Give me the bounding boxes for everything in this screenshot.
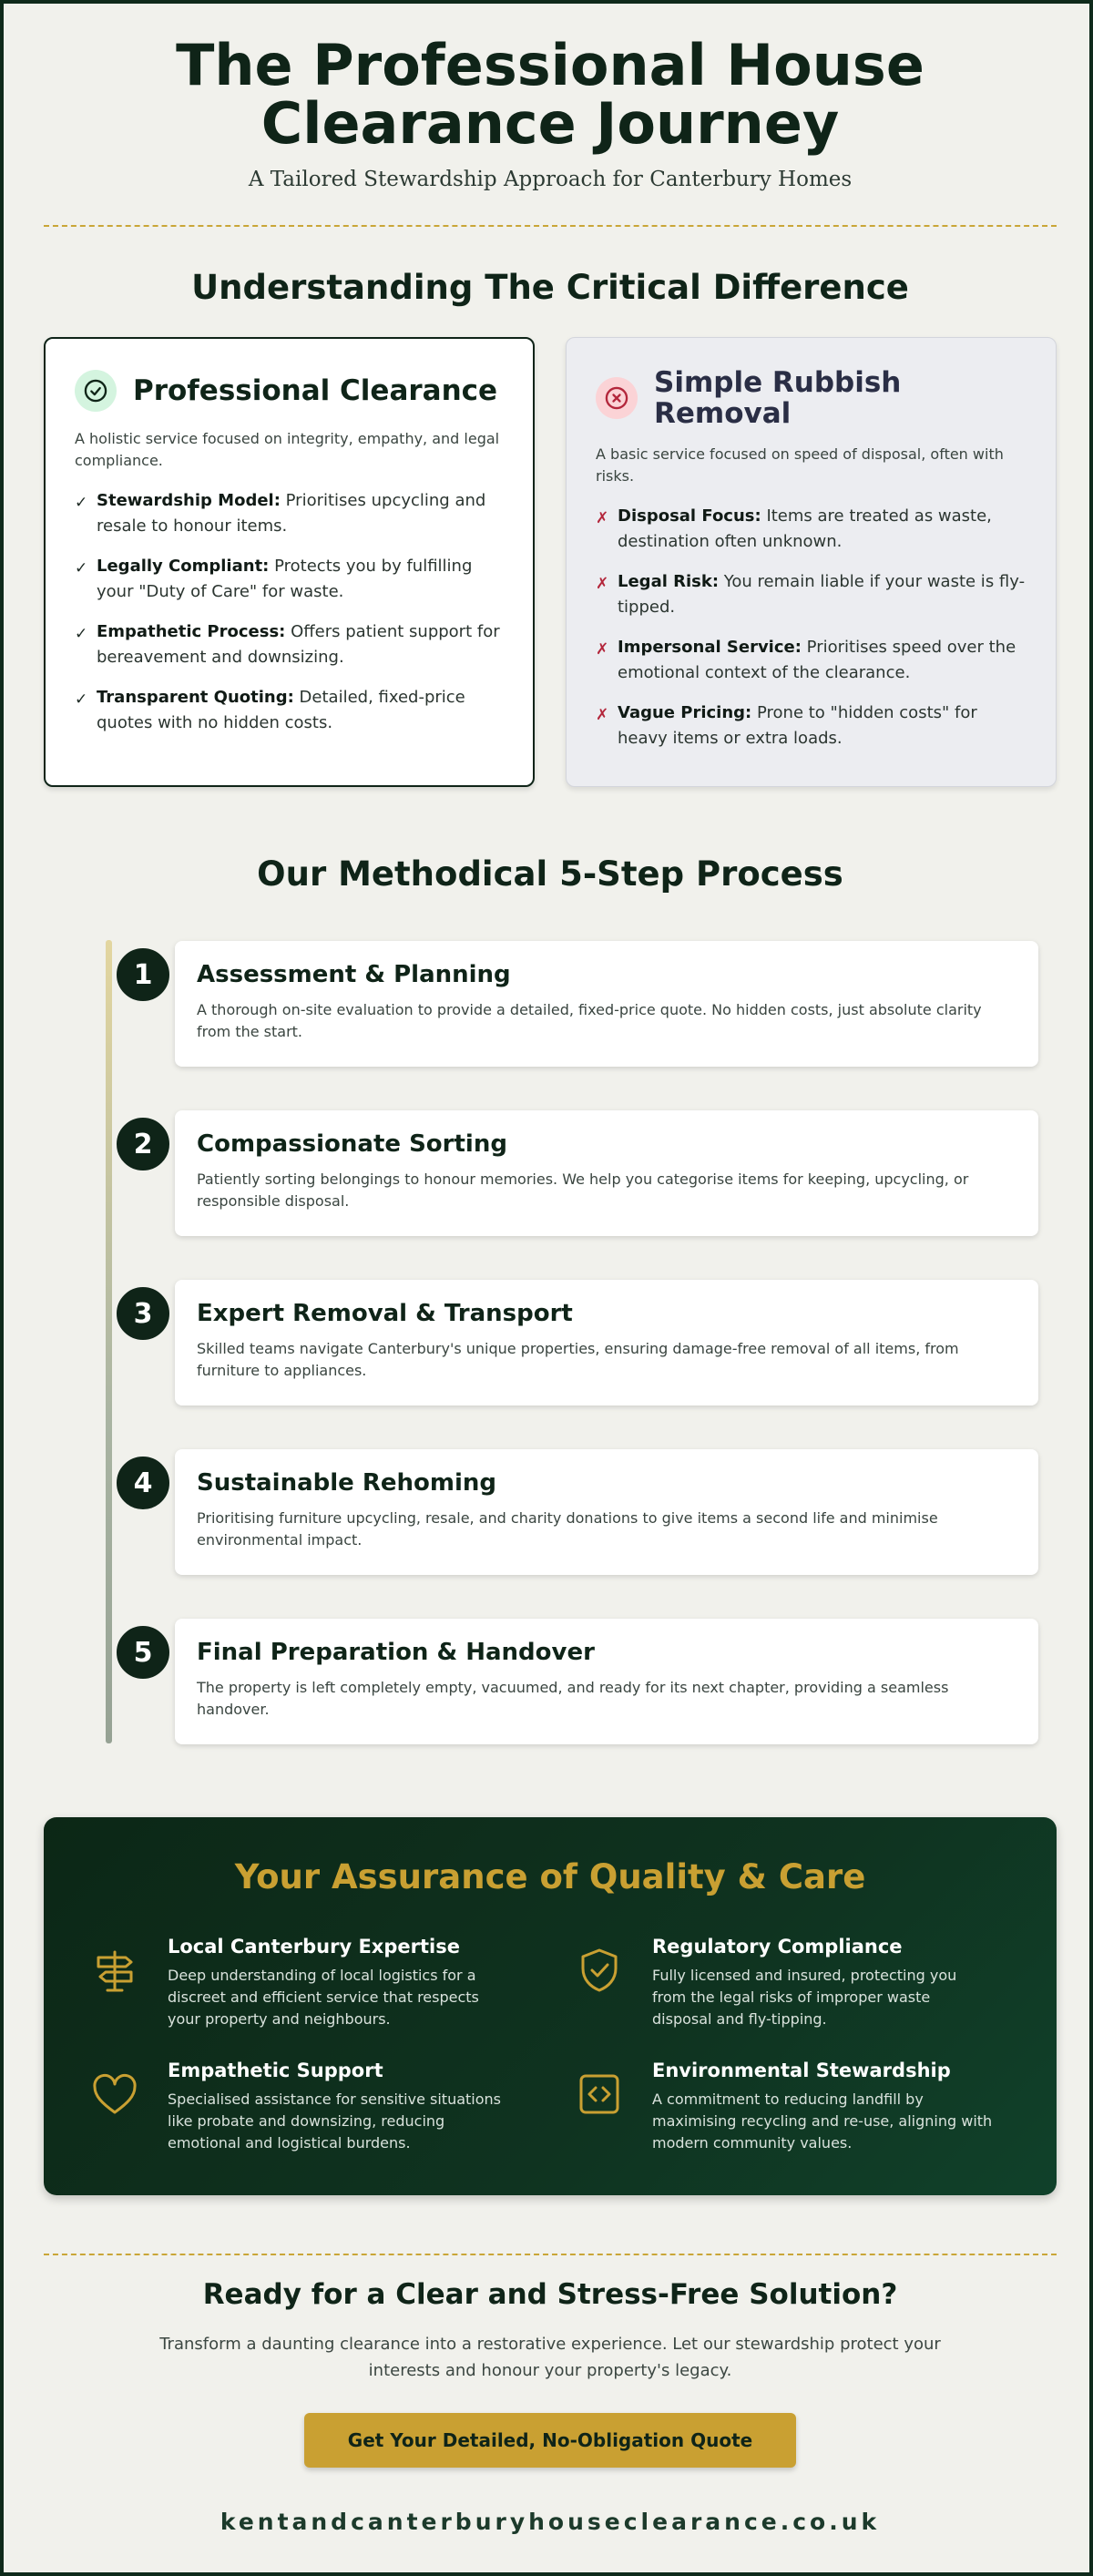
item-label: Transparent Quoting: (97, 688, 294, 707)
shield-check-icon (574, 1945, 625, 1996)
item-text: Detailed, fixed-price quotes with no hidden costs. (97, 688, 465, 732)
feature-list (596, 504, 1027, 751)
step-title: Compassionate Sorting (197, 1130, 507, 1158)
cross-icon: ✗ (596, 575, 609, 593)
process-step-card (175, 1449, 1038, 1575)
card-title: Simple Rubbish Removal (654, 366, 902, 430)
check-icon: ✓ (75, 625, 88, 643)
step-number: 4 (113, 1453, 173, 1513)
signpost-icon (89, 1945, 140, 1996)
list-item (75, 685, 504, 736)
feature-title: Local Canterbury Expertise (168, 1936, 460, 1958)
feature-text: Fully licensed and insured, protecting you from the legal risks of improper waste disposal and fly-tipping. (652, 1967, 957, 2028)
feature-text: Specialised assistance for sensitive situations like probate and downsizing, reducing emotional and logistical burdens. (168, 2090, 502, 2152)
step-text: Skilled teams navigate Canterbury's unique properties, ensuring damage-free removal of all items, from furniture to appliances. (197, 1340, 959, 1379)
card-description: A basic service focused on speed of disposal, often with risks. (596, 445, 1004, 485)
x-circle-icon (596, 377, 638, 419)
card-title: Professional Clearance (133, 374, 498, 407)
feature-local-expertise (89, 1936, 508, 2030)
list-item (596, 504, 1027, 555)
step-text: A thorough on-site evaluation to provide a detailed, fixed-price quote. No hidden costs, just absolute clarity from the start. (197, 1001, 982, 1040)
feature-text: A commitment to reducing landfill by maximising recycling and re-use, aligning with modern community values. (652, 2090, 993, 2152)
feature-title: Empathetic Support (168, 2060, 383, 2081)
step-number: 2 (113, 1114, 173, 1174)
list-item (596, 700, 1027, 751)
check-icon: ✓ (75, 494, 88, 512)
feature-title: Environmental Stewardship (652, 2060, 951, 2081)
process-step-card (175, 1280, 1038, 1406)
item-label: Impersonal Service: (618, 638, 802, 657)
item-label: Empathetic Process: (97, 622, 286, 641)
item-label: Legal Risk: (618, 572, 720, 591)
item-label: Disposal Focus: (618, 506, 761, 526)
cta-title: Ready for a Clear and Stress-Free Solution? (202, 2278, 898, 2311)
step-text: Patiently sorting belongings to honour memories. We help you categorise items for keeping, upcycling, or responsible disposal. (197, 1170, 969, 1210)
professional-clearance-card (44, 337, 535, 787)
feature-empathetic-support (89, 2060, 508, 2154)
list-item (75, 554, 504, 605)
feature-text: Deep understanding of local logistics for a discreet and efficient service that respects your property and neighbours. (168, 1967, 479, 2028)
list-item (596, 635, 1027, 686)
step-text: Prioritising furniture upcycling, resale, and charity donations to give items a second life and minimise environmental impact. (197, 1509, 938, 1549)
cross-icon: ✗ (596, 509, 609, 527)
simple-rubbish-removal-card (566, 337, 1057, 787)
item-text: Prone to "hidden costs" for heavy items or extra loads. (618, 703, 977, 748)
item-text: Prioritises upcycling and resale to honour items. (97, 491, 486, 536)
step-number: 1 (113, 945, 173, 1005)
page-subtitle: A Tailored Stewardship Approach for Canterbury Homes (248, 168, 853, 191)
step-title: Assessment & Planning (197, 961, 511, 988)
list-item (596, 569, 1027, 620)
assurance-panel (44, 1817, 1057, 2195)
divider (44, 2254, 1057, 2255)
comparison-section-title: Understanding The Critical Difference (191, 268, 909, 307)
process-step-card (175, 1110, 1038, 1236)
item-text: Prioritises speed over the emotional context of the clearance. (618, 638, 1016, 682)
check-icon: ✓ (75, 559, 88, 578)
item-text: Offers patient support for bereavement and downsizing. (97, 622, 500, 667)
item-label: Vague Pricing: (618, 703, 752, 722)
heart-icon (89, 2069, 140, 2120)
process-timeline (106, 940, 112, 1743)
list-item (75, 619, 504, 670)
process-section-title: Our Methodical 5-Step Process (257, 854, 843, 894)
step-text: The property is left completely empty, vacuumed, and ready for its next chapter, providing a seamless handover. (197, 1679, 949, 1718)
process-step-card (175, 941, 1038, 1067)
feature-regulatory-compliance (574, 1936, 993, 2030)
item-label: Stewardship Model: (97, 491, 281, 510)
step-title: Sustainable Rehoming (197, 1469, 497, 1497)
feature-environmental-stewardship (574, 2060, 993, 2154)
step-title: Final Preparation & Handover (197, 1639, 595, 1666)
process-step-card (175, 1619, 1038, 1744)
divider (44, 225, 1057, 227)
item-text: Items are treated as waste, destination often unknown. (618, 506, 992, 551)
step-number: 5 (113, 1622, 173, 1682)
cta-text: Transform a daunting clearance into a restorative experience. Let our stewardship protect your interests and honour your property's legacy. (159, 2335, 941, 2380)
feature-title: Regulatory Compliance (652, 1936, 903, 1958)
step-title: Expert Removal & Transport (197, 1300, 573, 1327)
page-title: The Professional House Clearance Journey (176, 32, 924, 157)
website-link[interactable]: kentandcanterburyhouseclearance.co.uk (220, 2509, 881, 2535)
card-description: A holistic service focused on integrity, empathy, and legal compliance. (75, 430, 500, 469)
check-icon: ✓ (75, 690, 88, 709)
item-label: Legally Compliant: (97, 557, 270, 576)
item-text: You remain liable if your waste is fly-tipped. (618, 572, 1026, 617)
cross-icon: ✗ (596, 640, 609, 659)
check-circle-icon (75, 370, 117, 412)
item-text: Protects you by fulfilling your "Duty of Care" for waste. (97, 557, 473, 601)
feature-list (75, 488, 504, 736)
code-brackets-icon (574, 2069, 625, 2120)
assurance-title: Your Assurance of Quality & Care (234, 1857, 866, 1896)
list-item (75, 488, 504, 539)
get-quote-button[interactable]: Get Your Detailed, No-Obligation Quote (304, 2413, 796, 2468)
step-number: 3 (113, 1283, 173, 1344)
cross-icon: ✗ (596, 706, 609, 724)
